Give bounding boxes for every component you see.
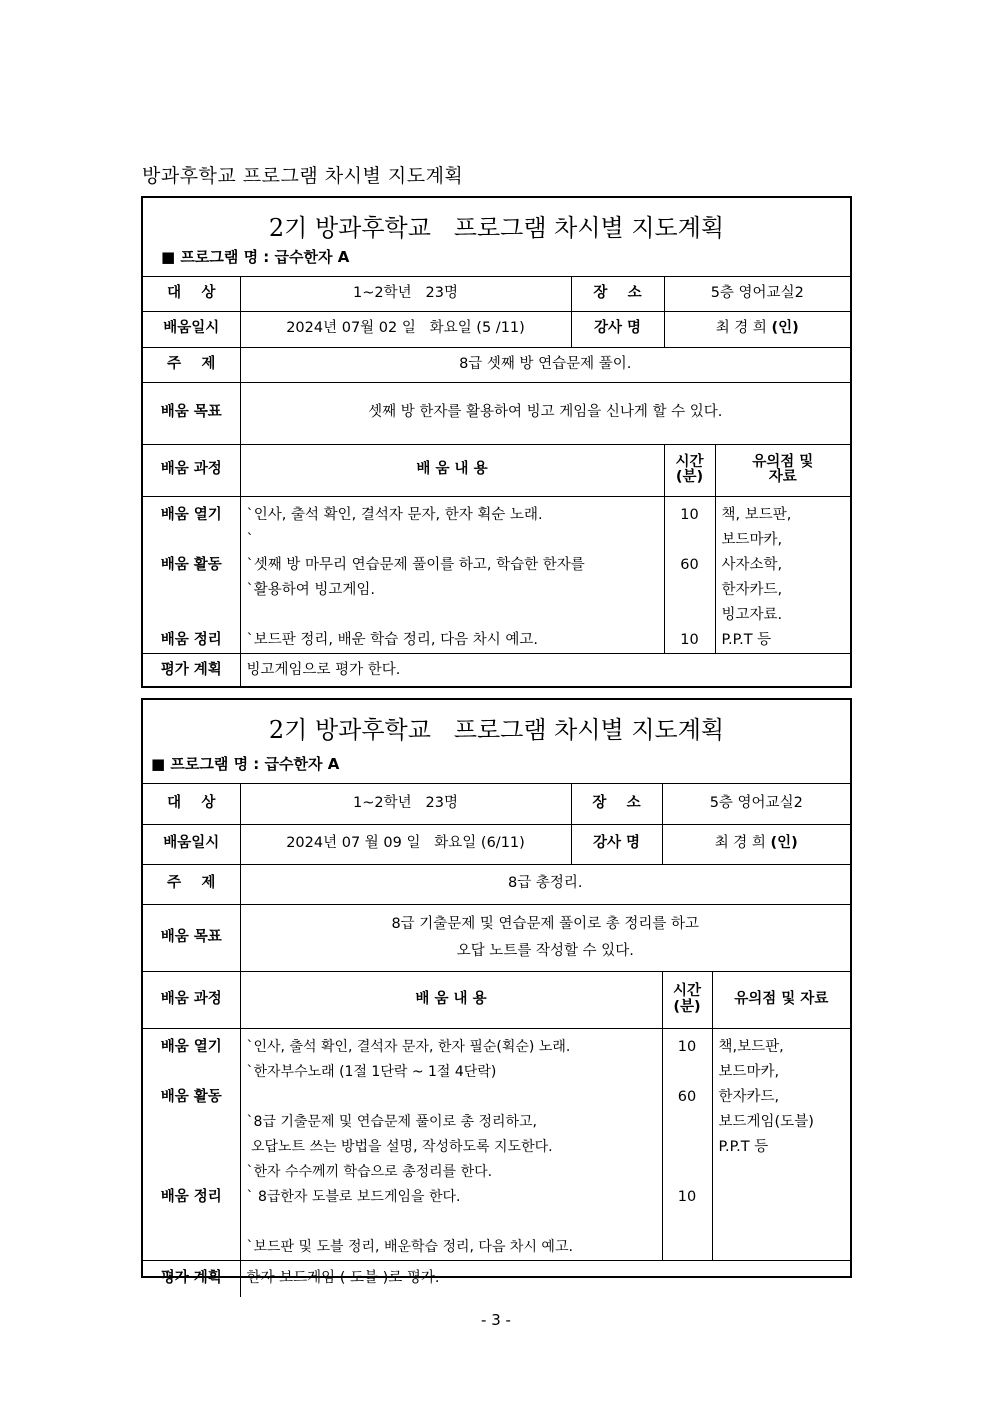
content-text: `인사, 출석 확인, 결석자 문자, 한자 필순(획순) 노래. `한자부수노래 (1절 1단락 ~ 1절 4단락) `8급 기출문제 및 연습문제 풀이로 총 정리하고, 오답노트 쓰는 방법을 설명, 작성하도록 지도한다. `한자 수수께끼 학습으로 총정리를 한다. ` 8급한자 도블로 보드게임을 한다. `보드판 및 도블 정리, 배운학습 정리, 다음 차시 예고. (246, 1038, 573, 1255)
process-labels: 배움 열기 배움 활동 배움 정리 (160, 1038, 222, 1205)
place-value: 5층 영어교실2 (664, 277, 850, 311)
teacher-cell (664, 311, 850, 347)
teacher-label: 강사 명 (571, 824, 662, 864)
plan-header (143, 700, 850, 784)
notes-cell (715, 496, 850, 653)
content-cell (240, 496, 664, 653)
time-values: 10 60 10 (677, 1038, 697, 1205)
goal-label: 배움 목표 (143, 382, 240, 444)
time-header: 시간 (분) (664, 444, 715, 496)
content-header: 배 움 내 용 (240, 444, 664, 496)
goal-value: 8급 기출문제 및 연습문제 풀이로 총 정리를 하고 오답 노트를 작성할 수 있다. (240, 904, 850, 971)
teacher-seal: (인) (771, 320, 799, 337)
content-cell (240, 1028, 662, 1260)
target-value: 1~2학년 23명 (240, 277, 571, 311)
date-label: 배움일시 (143, 824, 240, 864)
evaluation-label: 평가 계획 (143, 653, 240, 687)
teacher-label: 강사 명 (571, 311, 664, 347)
goal-label: 배움 목표 (143, 904, 240, 971)
program-name: ■ 프로그램 명 : 급수한자 A (161, 248, 350, 266)
date-value: 2024년 07월 02 일 화요일 (5 /11) (240, 311, 571, 347)
content-header: 배 움 내 용 (240, 971, 662, 1028)
notes-header: 유의점 및 자료 (712, 971, 850, 1028)
evaluation-value: 빙고게임으로 평가 한다. (240, 653, 850, 687)
target-value: 1~2학년 23명 (240, 784, 571, 824)
lesson-plan-1 (141, 196, 852, 688)
plan-title: 2기 방과후학교 프로그램 차시별 지도계획 (268, 214, 725, 242)
place-label: 장 소 (571, 277, 664, 311)
plan-table (143, 277, 850, 687)
notes-text: 책,보드판, 보드마카, 한자카드, 보드게임(도블) P.P.T 등 (718, 1038, 814, 1155)
evaluation-label: 평가 계획 (143, 1260, 240, 1297)
teacher-name: 최 경 희 (715, 320, 767, 337)
notes-text: 책, 보드판, 보드마카, 사자소학, 한자카드, 빙고자료. P.P.T 등 (721, 506, 792, 648)
topic-label: 주 제 (143, 347, 240, 382)
teacher-seal: (인) (770, 835, 798, 852)
lesson-plan-2 (141, 698, 852, 1287)
topic-label: 주 제 (143, 864, 240, 904)
notes-header: 유의점 및 자료 (715, 444, 850, 496)
date-label: 배움일시 (143, 311, 240, 347)
content-text: `인사, 출석 확인, 결석자 문자, 한자 획순 노래. ` `셋째 방 마무리 연습문제 풀이를 하고, 학습한 한자를 `활용하여 빙고게임. `보드판 정리, 배운 학습 정리, 다음 차시 예고. (246, 506, 585, 648)
process-header: 배움 과정 (143, 444, 240, 496)
plan-table (143, 784, 850, 1297)
notes-cell (712, 1028, 850, 1260)
teacher-name: 최 경 희 (714, 835, 766, 852)
place-label: 장 소 (571, 784, 662, 824)
time-cell (664, 496, 715, 653)
topic-value: 8급 총정리. (240, 864, 850, 904)
process-labels: 배움 열기 배움 활동 배움 정리 (160, 506, 222, 648)
plan-header (143, 198, 850, 277)
time-values: 10 60 10 (680, 506, 699, 648)
process-labels-cell (143, 1028, 240, 1260)
process-header: 배움 과정 (143, 971, 240, 1028)
place-value: 5층 영어교실2 (662, 784, 850, 824)
date-value: 2024년 07 월 09 일 화요일 (6/11) (240, 824, 571, 864)
time-cell (662, 1028, 712, 1260)
program-name: ■ 프로그램 명 : 급수한자 A (151, 755, 340, 773)
time-header: 시간 (분) (662, 971, 712, 1028)
topic-value: 8급 셋째 방 연습문제 풀이. (240, 347, 850, 382)
target-label: 대 상 (143, 277, 240, 311)
target-label: 대 상 (143, 784, 240, 824)
page-number: - 3 - (481, 1311, 511, 1329)
goal-value: 셋째 방 한자를 활용하여 빙고 게임을 신나게 할 수 있다. (240, 382, 850, 444)
teacher-cell (662, 824, 850, 864)
process-labels-cell (143, 496, 240, 653)
document-title: 방과후학교 프로그램 차시별 지도계획 (142, 165, 464, 187)
plan-title: 2기 방과후학교 프로그램 차시별 지도계획 (268, 716, 725, 744)
evaluation-value: 한자 보드게임 ( 도블 )로 평가. (240, 1260, 850, 1297)
